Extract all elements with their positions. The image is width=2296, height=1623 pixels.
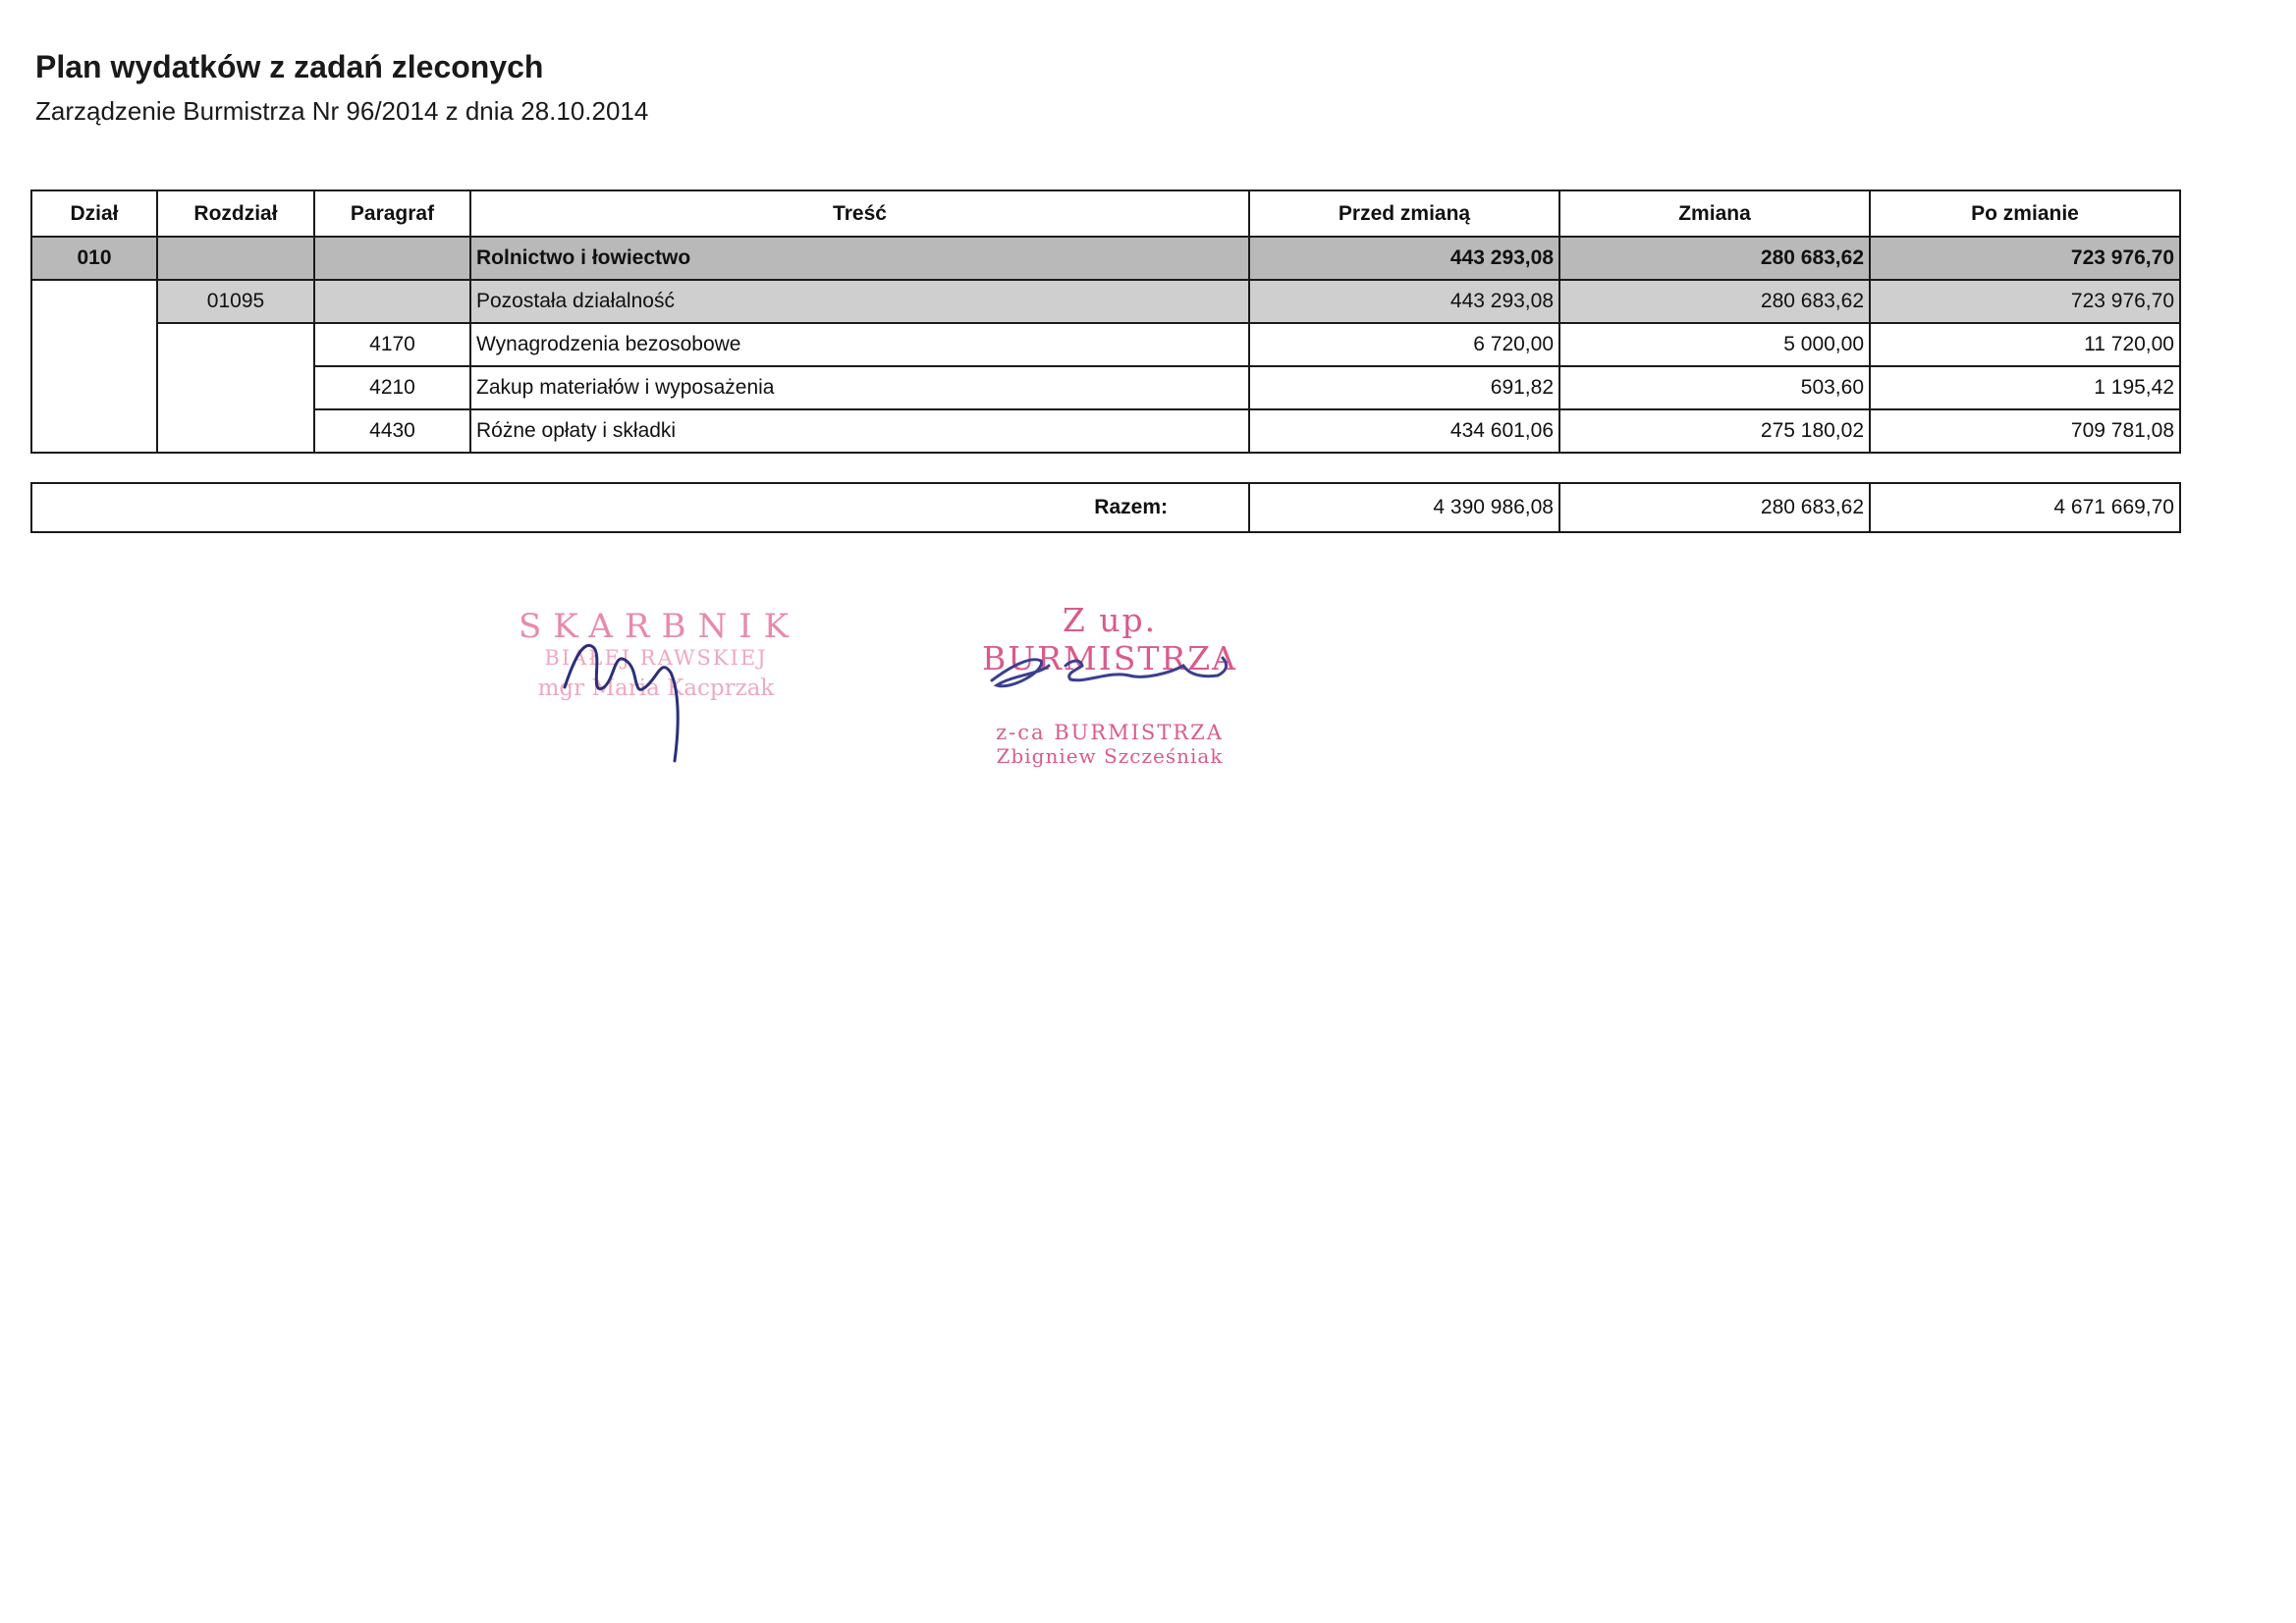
cell-paragraf: 4430 <box>314 409 470 453</box>
expense-table <box>30 189 2181 454</box>
skarbnik-stamp-name: mgr Maria Kacprzak <box>537 676 775 701</box>
totals-row <box>31 483 2180 532</box>
skarbnik-stamp-title: SKARBNIK <box>519 607 801 646</box>
cell-tresc: Różne opłaty i składki <box>470 409 1249 453</box>
cell-przed-zmiana: 443 293,08 <box>1249 237 1559 280</box>
burmistrz-signature <box>972 636 1267 705</box>
cell-paragraf <box>314 280 470 323</box>
cell-rozdzial: 01095 <box>157 280 314 323</box>
table-row <box>31 280 2180 323</box>
cell-paragraf <box>314 237 470 280</box>
cell-tresc: Wynagrodzenia bezosobowe <box>470 323 1249 366</box>
cell-przed-zmiana: 443 293,08 <box>1249 280 1559 323</box>
totals-przed-zmiana: 4 390 986,08 <box>1249 483 1559 532</box>
cell-rozdzial <box>157 237 314 280</box>
burmistrz-stamp-title: Z up. BURMISTRZA <box>982 601 1237 677</box>
col-header-przed-zmiana: Przed zmianą <box>1249 190 1559 237</box>
cell-tresc: Zakup materiałów i wyposażenia <box>470 366 1249 409</box>
cell-po-zmianie: 11 720,00 <box>1870 323 2180 366</box>
doc-subtitle: Zarządzenie Burmistrza Nr 96/2014 z dnia 28.10.2014 <box>35 96 649 126</box>
totals-po-zmianie: 4 671 669,70 <box>1870 483 2180 532</box>
table-row <box>31 323 2180 366</box>
burmistrz-stamp-role: z-ca BURMISTRZA <box>996 721 1224 744</box>
cell-zmiana: 5 000,00 <box>1559 323 1870 366</box>
totals-label: Razem: <box>31 483 1249 532</box>
cell-zmiana: 503,60 <box>1559 366 1870 409</box>
skarbnik-stamp-place: BIAŁEJ RAWSKIEJ <box>544 646 768 670</box>
cell-tresc: Rolnictwo i łowiectwo <box>470 237 1249 280</box>
col-header-paragraf: Paragraf <box>314 190 470 237</box>
cell-przed-zmiana: 434 601,06 <box>1249 409 1559 453</box>
col-header-zmiana: Zmiana <box>1559 190 1870 237</box>
cell-przed-zmiana: 691,82 <box>1249 366 1559 409</box>
cell-zmiana: 280 683,62 <box>1559 237 1870 280</box>
totals-table <box>30 482 2181 533</box>
totals-zmiana: 280 683,62 <box>1559 483 1870 532</box>
col-header-dzial: Dział <box>31 190 157 237</box>
cell-paragraf: 4210 <box>314 366 470 409</box>
cell-rozdzial <box>157 323 314 453</box>
cell-przed-zmiana: 6 720,00 <box>1249 323 1559 366</box>
table-row <box>31 237 2180 280</box>
table-header-row <box>31 190 2180 237</box>
cell-tresc: Pozostała działalność <box>470 280 1249 323</box>
burmistrz-stamp-name: Zbigniew Szcześniak <box>996 744 1224 768</box>
col-header-tresc: Treść <box>470 190 1249 237</box>
cell-po-zmianie: 709 781,08 <box>1870 409 2180 453</box>
cell-dzial: 010 <box>31 237 157 280</box>
cell-zmiana: 275 180,02 <box>1559 409 1870 453</box>
cell-zmiana: 280 683,62 <box>1559 280 1870 323</box>
cell-paragraf: 4170 <box>314 323 470 366</box>
table-row <box>31 366 2180 409</box>
skarbnik-signature <box>545 619 741 766</box>
col-header-rozdzial: Rozdział <box>157 190 314 237</box>
cell-po-zmianie: 723 976,70 <box>1870 280 2180 323</box>
cell-po-zmianie: 1 195,42 <box>1870 366 2180 409</box>
cell-dzial <box>31 280 157 453</box>
table-row <box>31 409 2180 453</box>
doc-title: Plan wydatków z zadań zleconych <box>35 49 544 84</box>
col-header-po-zmianie: Po zmianie <box>1870 190 2180 237</box>
cell-po-zmianie: 723 976,70 <box>1870 237 2180 280</box>
